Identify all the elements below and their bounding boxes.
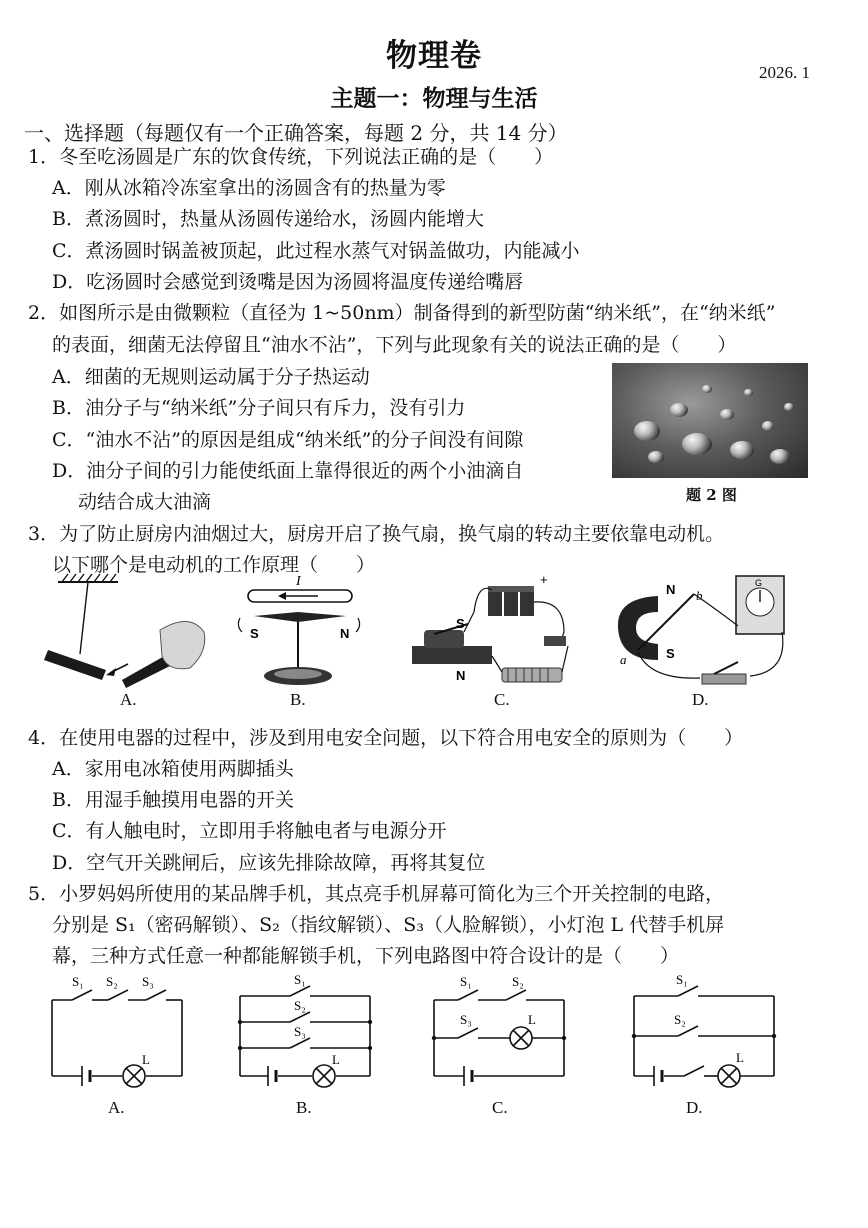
q3-figure-d: [610, 572, 810, 692]
q3-figure-a: [40, 572, 220, 692]
q3-c-south-label: S: [456, 616, 465, 631]
q4-stem: 4．在使用电器的过程中，涉及到用电安全问题，以下符合用电安全的原则为（ ）: [28, 727, 744, 749]
q3-stem-cont: 以下哪个是电动机的工作原理（ ）: [52, 554, 376, 576]
q5-circuit-c: [424, 972, 574, 1092]
q1-option-b: B．煮汤圆时，热量从汤圆传递给水，汤圆内能增大: [52, 208, 484, 230]
page-title: 物理卷: [386, 38, 482, 74]
q5-d-s2-label: S₂: [674, 1012, 686, 1027]
q2-option-c: C．“油水不沾”的原因是组成“纳米纸”的分子间没有间隙: [52, 429, 524, 451]
q5-c-s2-label: S₂: [512, 974, 524, 989]
q5-label-b: B.: [296, 1098, 312, 1117]
q3-stem: 3．为了防止厨房内油烟过大，厨房开启了换气扇，换气扇的转动主要依靠电动机。: [28, 523, 725, 545]
q3-d-north-label: N: [666, 582, 676, 597]
q5-a-s3-label: S₃: [142, 974, 154, 989]
q4-option-d: D．空气开关跳闸后，应该先排除故障，再将其复位: [52, 852, 486, 874]
theme-heading: 主题一：物理与生活: [330, 85, 538, 112]
q4-option-a: A．家用电冰箱使用两脚插头: [52, 758, 294, 780]
q5-circuit-b: [230, 972, 380, 1092]
q3-label-a: A.: [120, 690, 137, 709]
q3-b-north-label: N: [340, 626, 350, 641]
q1-option-a: A．刚从冰箱冷冻室拿出的汤圆含有的热量为零: [52, 177, 446, 199]
q5-b-s1-label: S₁: [294, 972, 306, 987]
q5-b-s3-label: S₃: [294, 1024, 306, 1039]
q4-option-b: B．用湿手触摸用电器的开关: [52, 789, 294, 811]
q2-option-b: B．油分子与“纳米纸”分子间只有斥力，没有引力: [52, 397, 466, 419]
q5-b-s2-label: S₂: [294, 998, 306, 1013]
q3-label-d: D.: [692, 690, 709, 709]
q5-label-a: A.: [108, 1098, 125, 1117]
q3-label-b: B.: [290, 690, 306, 709]
q2-option-d: D．油分子间的引力能使纸面上靠得很近的两个小油滴自: [52, 460, 524, 482]
section-heading: 一、选择题（每题仅有一个正确答案，每题 2 分，共 14 分）: [24, 121, 568, 145]
q2-option-d-cont: 动结合成大油滴: [78, 491, 212, 513]
q2-stem: 2．如图所示是由微颗粒（直径为 1~50nm）制备得到的新型防菌“纳米纸”，在“纳米纸”: [28, 302, 776, 324]
q2-stem-cont: 的表面，细菌无法停留且“油水不沾”，下列与此现象有关的说法正确的是（ ）: [52, 334, 737, 356]
q5-b-lamp-label: L: [332, 1052, 340, 1067]
q4-option-c: C．有人触电时，立即用手将触电者与电源分开: [52, 820, 447, 842]
q3-figure-b: [228, 572, 378, 692]
q3-c-plus-label: +: [540, 572, 548, 587]
q1-option-c: C．煮汤圆时锅盖被顶起，此过程水蒸气对锅盖做功，内能减小: [52, 240, 580, 262]
q3-d-south-label: S: [666, 646, 675, 661]
q1-stem: 1．冬至吃汤圆是广东的饮食传统，下列说法正确的是（ ）: [28, 146, 554, 168]
q5-a-s2-label: S₂: [106, 974, 118, 989]
q5-c-s3-label: S₃: [460, 1012, 472, 1027]
q5-stem-cont-2: 幕，三种方式任意一种都能解锁手机，下列电路图中符合设计的是（ ）: [52, 945, 680, 967]
q5-circuit-d: [624, 972, 784, 1092]
q2-option-a: A．细菌的无规则运动属于分子热运动: [52, 366, 370, 388]
q3-d-a-label: a: [620, 652, 627, 667]
q5-a-lamp-label: L: [142, 1052, 150, 1067]
q5-stem-cont: 分别是 S₁（密码解锁）、S₂（指纹解锁）、S₃（人脸解锁），小灯泡 L 代替手机屏: [52, 914, 725, 936]
q5-label-d: D.: [686, 1098, 703, 1117]
exam-date: 2026. 1: [759, 63, 810, 82]
q3-b-current-label: I: [296, 574, 301, 589]
q5-a-s1-label: S₁: [72, 974, 84, 989]
q2-figure-caption: 题 2 图: [686, 486, 737, 504]
q5-d-s1-label: S₁: [676, 972, 688, 987]
q5-c-s1-label: S₁: [460, 974, 472, 989]
nanopaper-droplet-photo: [612, 363, 808, 478]
q5-stem: 5．小罗妈妈所使用的某品牌手机，其点亮手机屏幕可简化为三个开关控制的电路，: [28, 883, 725, 905]
q3-b-south-label: S: [250, 626, 259, 641]
q1-option-d: D．吃汤圆时会感觉到烫嘴是因为汤圆将温度传递给嘴唇: [52, 271, 524, 293]
q3-label-c: C.: [494, 690, 510, 709]
q5-c-lamp-label: L: [528, 1012, 536, 1027]
q3-figure-c: [404, 572, 584, 692]
q5-d-lamp-label: L: [736, 1050, 744, 1065]
q3-d-meter-label: G: [755, 578, 763, 588]
q5-circuit-a: [42, 972, 192, 1092]
q5-label-c: C.: [492, 1098, 508, 1117]
q3-d-b-label: b: [696, 588, 703, 603]
q3-c-north-label: N: [456, 668, 466, 683]
